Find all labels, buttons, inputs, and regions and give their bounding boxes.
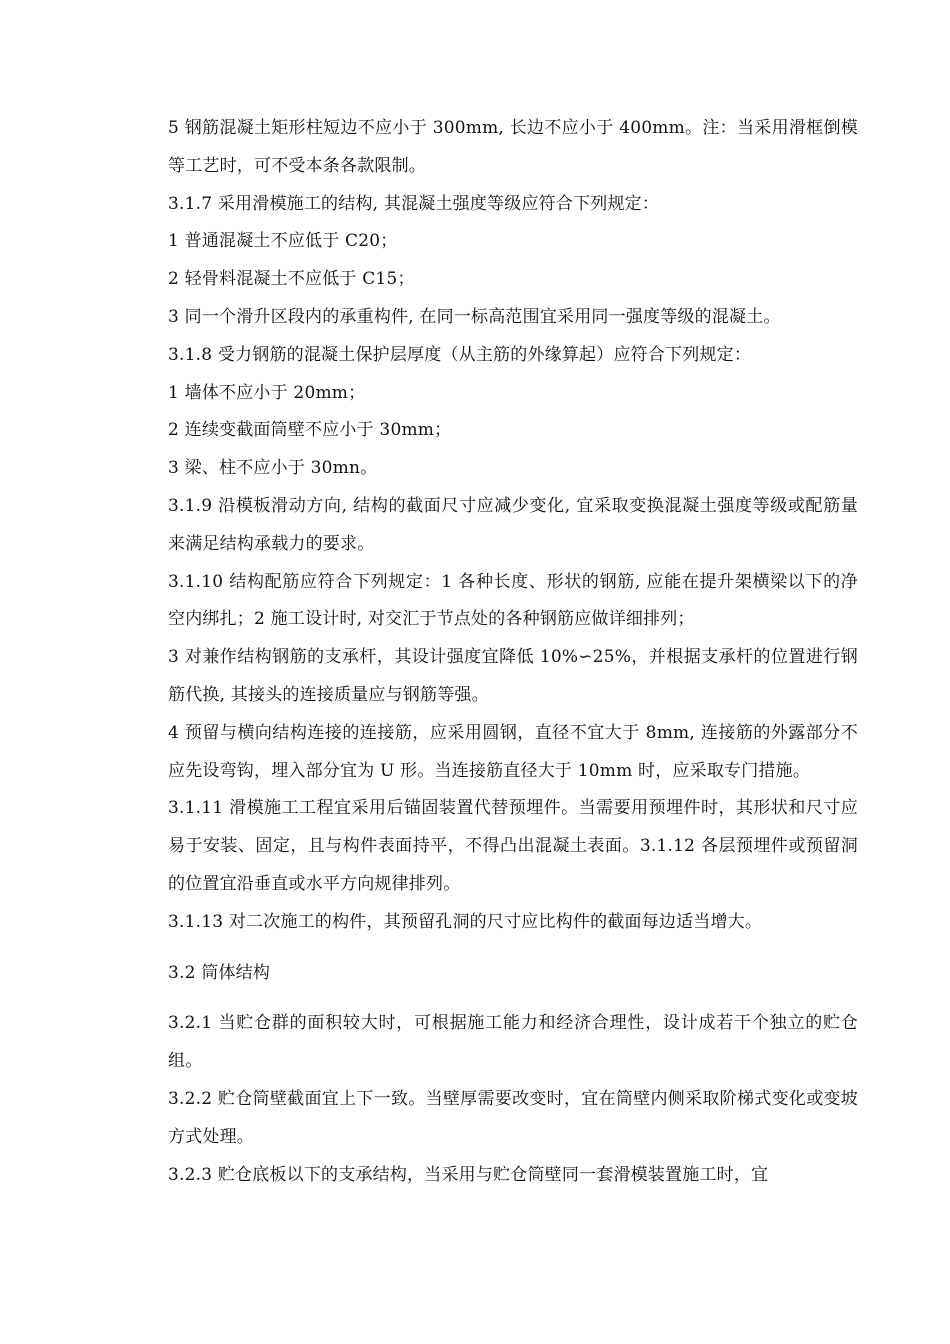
paragraph-connecting-bar: 4 预留与横向结构连接的连接筋，应采用圆钢，直径不宜大于 8mm, 连接筋的外露部分不应先设弯钩，埋入部分宜为 U 形。当连接筋直径大于 10mm 时，应采取专门措施。	[168, 722, 858, 781]
paragraph-3-2-3: 3.2.3 贮仓底板以下的支承结构，当采用与贮仓筒壁同一套滑模装置施工时，宜	[168, 1164, 769, 1185]
paragraph-3-1-11: 3.1.11 滑模施工工程宜采用后锚固装置代替预埋件。当需要用预埋件时，其形状和尺寸应易于安装、固定，且与构件表面持平，不得凸出混凝土表面。3.1.12 各层预埋件或预留洞的位置宜沿垂直或水平方向规律排列。	[168, 798, 858, 894]
paragraph-c15: 2 轻骨料混凝土不应低于 C15；	[168, 269, 415, 290]
paragraph-3-1-9: 3.1.9 沿模板滑动方向, 结构的截面尺寸应减少变化, 宜采取变换混凝土强度等级或配筋量来满足结构承载力的要求。	[168, 495, 858, 554]
paragraph-beam-cover: 3 梁、柱不应小于 30mn。	[168, 458, 378, 479]
paragraph-support-rod: 3 对兼作结构钢筋的支承杆，其设计强度宜降低 10%∽25%，并根据支承杆的位置进行钢筋代换, 其接头的连接质量应与钢筋等强。	[168, 647, 858, 705]
paragraph-same-grade: 3 同一个滑升区段内的承重构件, 在同一标高范围宜采用同一强度等级的混凝土。	[168, 306, 781, 327]
paragraph-3-2-2: 3.2.2 贮仓筒壁截面宜上下一致。当壁厚需要改变时，宜在筒壁内侧采取阶梯式变化或变坡方式处理。	[168, 1088, 858, 1147]
section-heading: 3.2 筒体结构	[168, 962, 271, 983]
paragraph-3-2-1: 3.2.1 当贮仓群的面积较大时，可根据施工能力和经济合理性，设计成若干个独立的贮仓组。	[168, 1013, 858, 1072]
paragraph-3-1-7: 3.1.7 采用滑模施工的结构, 其混凝土强度等级应符合下列规定：	[168, 193, 660, 214]
paragraph-3-1-13: 3.1.13 对二次施工的构件，其预留孔洞的尺寸应比构件的截面每边适当增大。	[168, 911, 763, 932]
paragraph-rect-column: 5 钢筋混凝土矩形柱短边不应小于 300mm, 长边不应小于 400mm。注：当采用滑框倒模等工艺时，可不受本条各款限制。	[168, 118, 858, 176]
paragraph-3-1-10: 3.1.10 结构配筋应符合下列规定：1 各种长度、形状的钢筋, 应能在提升架横梁以下的净空内绑扎；2 施工设计时, 对交汇于节点处的各种钢筋应做详细排列；	[168, 571, 858, 630]
paragraph-wall-cover: 1 墙体不应小于 20mm；	[168, 382, 366, 403]
document-body	[168, 110, 858, 1194]
paragraph-3-1-8: 3.1.8 受力钢筋的混凝土保护层厚度（从主筋的外缘算起）应符合下列规定：	[168, 344, 752, 365]
paragraph-shell-cover: 2 连续变截面筒壁不应小于 30mm；	[168, 420, 452, 441]
paragraph-c20: 1 普通混凝土不应低于 C20；	[168, 231, 398, 252]
